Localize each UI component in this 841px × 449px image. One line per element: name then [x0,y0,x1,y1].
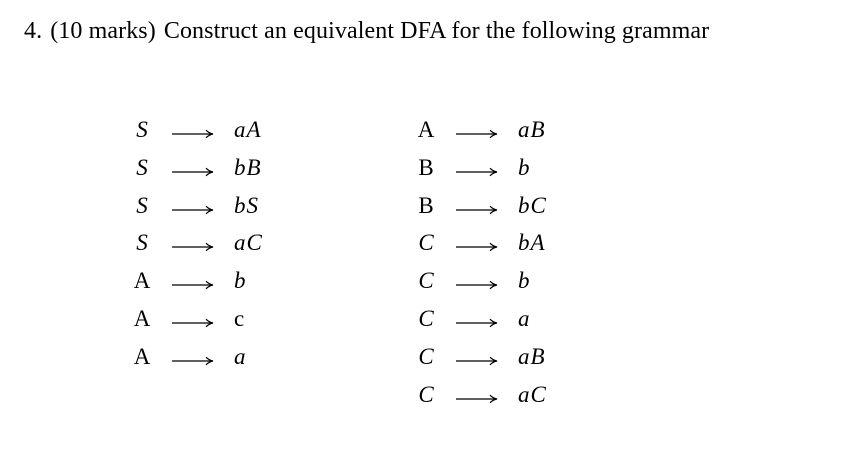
question-heading [24,18,709,45]
question-text: Construct an equivalent DFA for the following grammar [163,18,710,44]
rule-rhs: a [518,305,531,331]
long-right-arrow-icon [172,318,214,320]
long-right-arrow-icon [172,356,214,358]
rule-lhs: B [418,154,434,180]
rule-lhs: A [133,305,151,331]
long-right-arrow-icon [172,167,214,169]
rule-rhs: bB [234,154,262,180]
rule-rhs: a [234,343,247,369]
rule-lhs: C [418,381,434,407]
rule-lhs: S [136,230,148,256]
rule-lhs: C [418,343,434,369]
question-marks: (10 marks) [50,18,156,44]
long-right-arrow-icon [456,318,498,320]
long-right-arrow-icon [456,205,498,207]
question-number: 4. [24,18,43,44]
rule-lhs: C [418,305,434,331]
rule-lhs: A [417,117,435,142]
rule-lhs: B [418,192,434,218]
long-right-arrow-icon [456,129,498,131]
rule-rhs: b [234,268,247,294]
rule-rhs: b [518,154,531,180]
rule-rhs: aB [518,117,546,142]
long-right-arrow-icon [456,356,498,358]
rule-lhs: S [136,117,148,142]
rule-rhs: c [234,305,246,331]
rule-rhs: bA [518,230,546,256]
long-right-arrow-icon [172,280,214,282]
rule-lhs: A [133,268,151,294]
rule-rhs: aA [234,117,262,142]
long-right-arrow-icon [172,205,214,207]
long-right-arrow-icon [456,242,498,244]
long-right-arrow-icon [172,129,214,131]
rule-lhs: S [136,192,148,218]
rule-rhs: aC [518,381,547,407]
rule-lhs: C [418,230,434,256]
rule-rhs: bS [234,192,259,218]
rule-rhs: aB [518,343,546,369]
rule-lhs: A [133,343,151,369]
long-right-arrow-icon [456,167,498,169]
long-right-arrow-icon [456,280,498,282]
long-right-arrow-icon [172,242,214,244]
rule-rhs: bC [518,192,547,218]
rule-rhs: b [518,268,531,294]
rule-lhs: C [418,268,434,294]
long-right-arrow-icon [456,394,498,396]
rule-lhs: S [136,154,148,180]
rule-rhs: aC [234,230,263,256]
